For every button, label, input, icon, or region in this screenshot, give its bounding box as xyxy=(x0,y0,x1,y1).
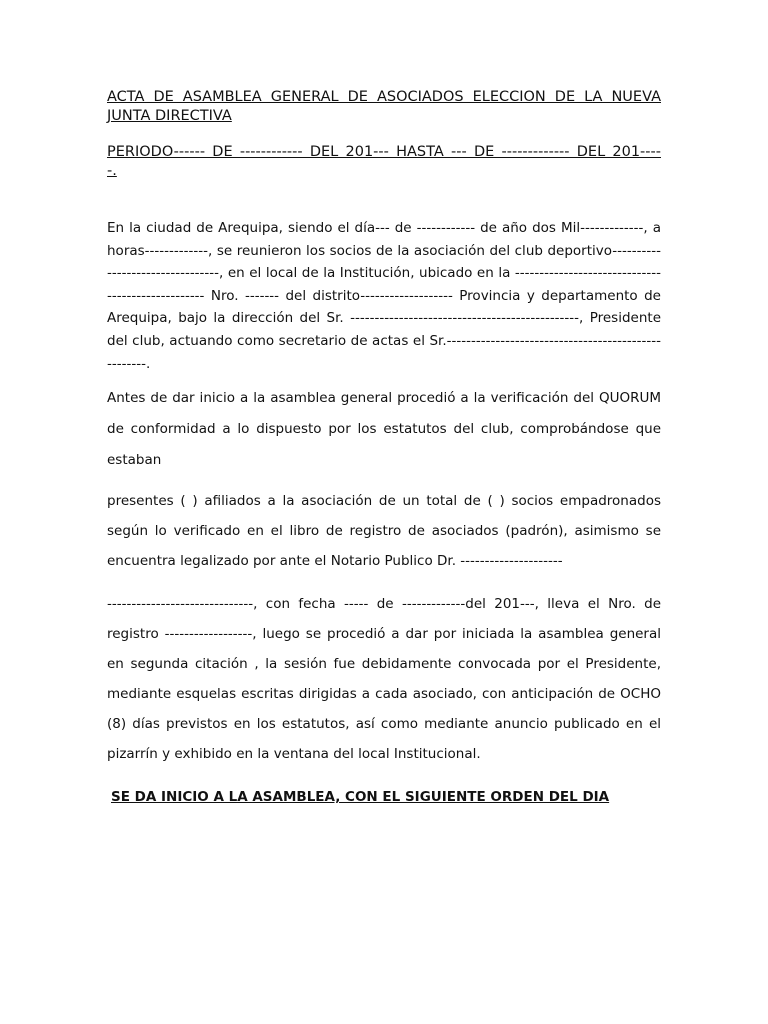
document-page xyxy=(107,88,661,807)
opening-paragraph: En la ciudad de Arequipa, siendo el día--- de ------------ de año dos Mil-------------, a horas-------------, se reunieron los socios de la asociación del club deportivo---------------------------------, en el local de la Institución, ubicado en la -------------------------------------------------- Nro. ------- del distrito------------------- Provincia y departamento de Arequipa, bajo la dirección del Sr. -----------------------------------------------, Presidente del club, actuando como secretario de actas el Sr.----------------------------------------------------. xyxy=(107,220,661,372)
registry-paragraph: ------------------------------, con fecha ----- de -------------del 201---, lleva el Nro. de registro ------------------, luego se procedió a dar por iniciada la asamblea general en segunda citación , la sesión fue debidamente convocada por el Presidente, mediante esquelas escritas dirigidas a cada asociado, con anticipación de OCHO (8) días previstos en los estatutos, así como mediante anuncio publicado en el pizarrín y exhibido en la ventana del local Institucional. xyxy=(107,596,661,763)
attendance-paragraph: presentes ( ) afiliados a la asociación de un total de ( ) socios empadronados según lo verificado en el libro de registro de asociados (padrón), asimismo se encuentra legalizado por ante el Notario Publico Dr. --------------------- xyxy=(107,493,661,570)
periodo-line: PERIODO------ DE ------------ DEL 201--- HASTA --- DE ------------- DEL 201-----. xyxy=(107,144,661,179)
agenda-heading: SE DA INICIO A LA ASAMBLEA, CON EL SIGUIENTE ORDEN DEL DIA xyxy=(111,789,610,806)
quorum-paragraph: Antes de dar inicio a la asamblea general procedió a la verificación del QUORUM de conformidad a lo dispuesto por los estatutos del club, comprobándose que estaban xyxy=(107,390,661,469)
document-title: ACTA DE ASAMBLEA GENERAL DE ASOCIADOS ELECCION DE LA NUEVA JUNTA DIRECTIVA xyxy=(107,89,661,124)
